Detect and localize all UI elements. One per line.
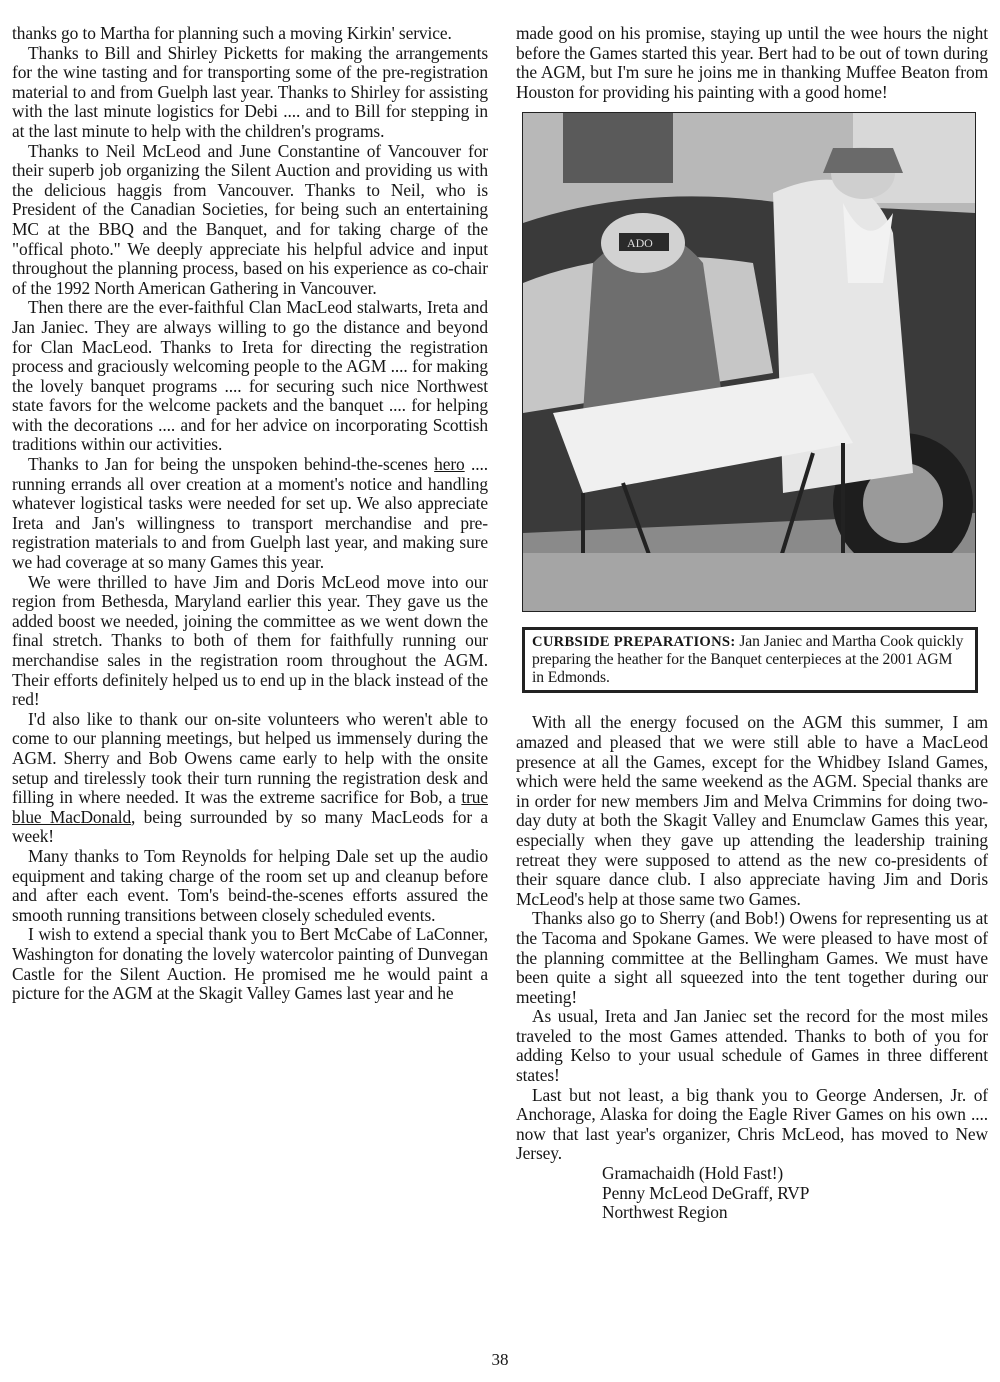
left-column	[12, 24, 488, 1004]
signature-line: Penny McLeod DeGraff, RVP	[602, 1182, 810, 1203]
paragraph: thanks go to Martha for planning such a moving Kirkin' service.	[12, 23, 452, 43]
text-run: , being surrounded by so many MacLeods for a week!	[12, 806, 488, 847]
underlined-text: hero	[434, 454, 465, 475]
text-run: I'd also like to thank our on-site volunteers who weren't able to come to our planning meetings, but helped us immensely during the AGM. Sherry and Bob Owens came early to help with the onsite setup and tirelessly took their turn running the registration desk and filling in where needed. It was the extreme sacrifice for Bob, a	[12, 708, 488, 808]
paragraph: With all the energy focused on the AGM this summer, I am amazed and pleased that we were still able to have a MacLeod presence at all the Games, except for the Whidbey Island Games, which were held the same weekend as the AGM. Special thanks are in order for new members Jim and Melva Crimmins for doing two-day duty at both the Skagit Valley and Enumclaw Games this year, especially when they gave up attending the leadership training retreat they were supposed to attend as the new co-presidents of their square dance club. I also appreciate having Jim and Doris McLeod's help at those same two Games.	[516, 712, 988, 909]
caption-text: Jan Janiec and Martha Cook quickly preparing the heather for the Banquet centerpieces at the 2001 AGM in Edmonds.	[532, 633, 964, 687]
right-column	[516, 24, 988, 1223]
paragraph: Thanks to Bill and Shirley Picketts for making the arrangements for the wine tasting and for transporting some of the pre-registration material to and from Guelph last year. Thanks to Shirley for assisting with the last minute logistics for Debi .... and to Bill for stepping in at the last minute to help with the children's programs.	[12, 42, 488, 141]
photo-curbside-preparations	[522, 112, 976, 612]
paragraph: made good on his promise, staying up until the wee hours the night before the Games started this year. Bert had to be out of town during the AGM, but I'm sure he joins me in thanking Muffee Beaton from Houston for providing his painting with a good home!	[516, 23, 988, 102]
caption-title: CURBSIDE PREPARATIONS:	[532, 634, 736, 651]
signature-line: Northwest Region	[602, 1202, 728, 1223]
paragraph: We were thrilled to have Jim and Doris McLeod move into our region from Bethesda, Maryland earlier this year. They gave us the added boost we needed, joining the committee as we went down the final stretch. Thanks to both of them for faithfully running our merchandise sales in the registration room throughout the AGM. Their efforts definitely helped us to end up in the black instead of the red!	[12, 571, 488, 710]
text-run: .... running errands all over creation at a moment's notice and handling whatever logistical tasks were needed for set up. We also appreciate Ireta and Jan's willingness to transport merchandise and pre-registration materials to and from Guelph last year, and making sure we had coverage at so many Games this year.	[12, 454, 488, 573]
paragraph: Then there are the ever-faithful Clan MacLeod stalwarts, Ireta and Jan Janiec. They are always willing to go the distance and beyond for Clan MacLeod. Thanks to Ireta for directing the registration process and graciously welcoming people to the AGM .... for making the lovely banquet programs .... for securing such nice Northwest state favors for the welcome packets and the banquet .... for helping with the decorations .... and for her advice on incorporating Scottish traditions within our activities.	[12, 297, 488, 455]
signature-line: Gramachaidh (Hold Fast!)	[602, 1163, 784, 1184]
text-run: Thanks to Jan for being the unspoken behind-the-scenes	[28, 454, 435, 475]
paragraph: Last but not least, a big thank you to George Andersen, Jr. of Anchorage, Alaska for doing the Eagle River Games on his own .... now that last year's organizer, Chris McLeod, has moved to New Jersey.	[516, 1084, 988, 1164]
page-number: 38	[491, 1350, 509, 1369]
paragraph	[12, 710, 488, 847]
photo-sign-text: ADO	[627, 236, 653, 251]
paragraph: Many thanks to Tom Reynolds for helping Dale set up the audio equipment and taking charge of the room set up and cleanup before and after each event. Tom's beind-the-scenes efforts assured the smooth running transitions between closely scheduled events.	[12, 845, 488, 925]
paragraph: As usual, Ireta and Jan Janiec set the record for the most miles traveled to the most Games attended. Thanks to both of you for adding Kelso to your usual schedule of Games in three different states!	[516, 1006, 988, 1086]
paragraph: Thanks also go to Sherry (and Bob!) Owens for representing us at the Tacoma and Spokane Games. We were pleased to have most of the planning committee at the Bellingham Games. We must have been quite a sight all squeezed into the tent together during our meeting!	[516, 908, 988, 1007]
photo-caption	[522, 627, 978, 693]
underlined-text: true blue MacDonald	[12, 787, 488, 827]
paragraph: I wish to extend a special thank you to Bert McCabe of LaConner, Washington for donating the lovely watercolor painting of Dunvegan Castle for the Silent Auction. He promised me he would paint a picture for the AGM at the Skagit Valley Games last year and he	[12, 924, 488, 1004]
paragraph: Thanks to Neil McLeod and June Constantine of Vancouver for their superb job organizing the Silent Auction and providing us with the delicious haggis from Vancouver. Thanks to Neil, who is President of the Canadian Societies, for being such an entertaining MC at the BBQ and the Banquet, and for taking charge of the "offical photo." We deeply appreciate his helpful advice and input throughout the planning process, based on his experience as co-chair of the 1992 North American Gathering in Vancouver.	[12, 140, 488, 298]
paragraph	[12, 455, 488, 573]
